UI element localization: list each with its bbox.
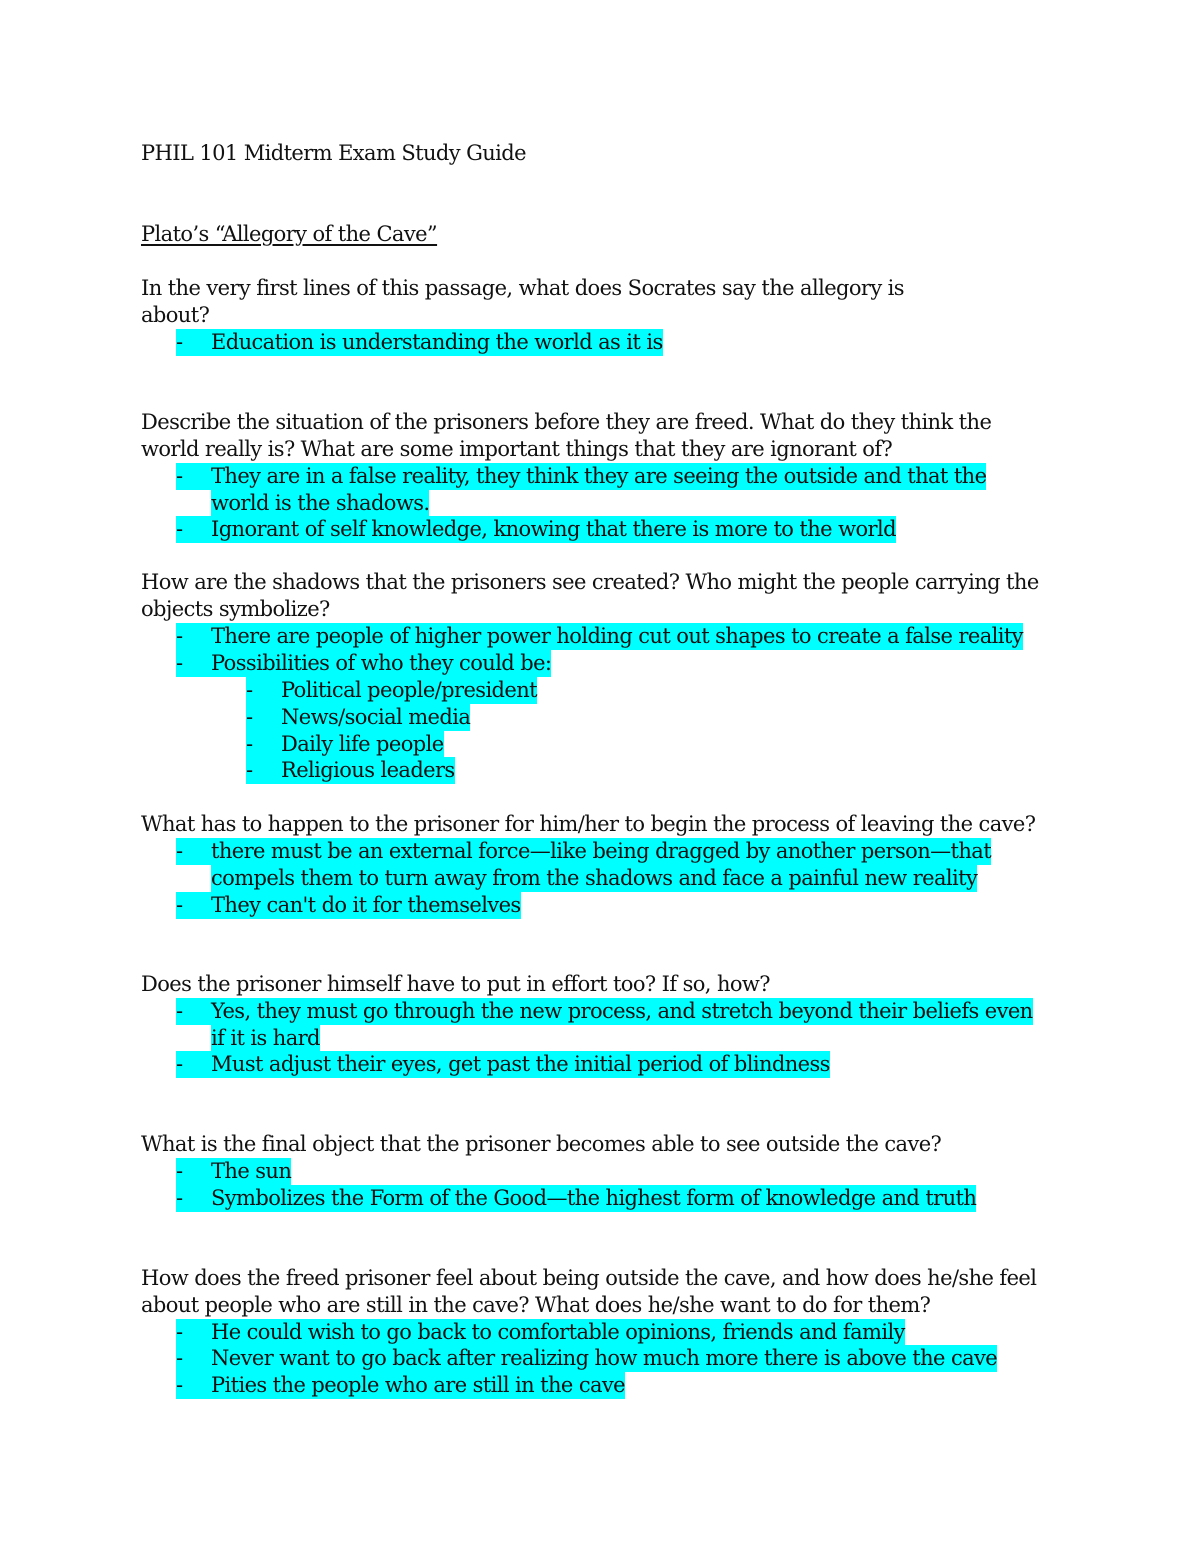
answer-text: Never want to go back after realizing how much more there is above the cave <box>211 1346 998 1370</box>
answer-text: Education is understanding the world as it is <box>211 330 663 354</box>
answer-2-2 <box>176 516 896 543</box>
bullet-dash: - <box>176 999 183 1023</box>
answer-4-1-line-1 <box>176 838 991 865</box>
bullet-dash: - <box>246 678 253 702</box>
answer-text: Pities the people who are still in the cave <box>211 1373 626 1397</box>
answer-text: Ignorant of self knowledge, knowing that there is more to the world <box>211 517 896 541</box>
question-4-line-1: What has to happen to the prisoner for him/her to begin the process of leaving the cave? <box>141 812 1036 836</box>
bullet-dash: - <box>246 705 253 729</box>
bullet-dash: - <box>176 330 183 354</box>
answer-text: Daily life people <box>281 732 444 756</box>
answer-5-2 <box>176 1051 830 1078</box>
answer-3-1 <box>176 623 1023 650</box>
question-6-line-1: What is the final object that the prisoner becomes able to see outside the cave? <box>141 1132 942 1156</box>
answer-1-1 <box>176 329 663 356</box>
answer-3-sub-4 <box>246 757 455 784</box>
answer-text: They can't do it for themselves <box>211 893 521 917</box>
answer-2-1-line-1 <box>176 463 986 490</box>
section-heading: Plato’s “Allegory of the Cave” <box>141 222 438 246</box>
bullet-dash: - <box>176 1159 183 1183</box>
question-5-line-1: Does the prisoner himself have to put in effort too? If so, how? <box>141 972 770 996</box>
bullet-dash: - <box>176 1373 183 1397</box>
question-1-line-1: In the very first lines of this passage, what does Socrates say the allegory is <box>141 276 904 300</box>
answer-text: Yes, they must go through the new process, and stretch beyond their beliefs even <box>211 999 1033 1023</box>
bullet-dash: - <box>176 1346 183 1370</box>
bullet-dash: - <box>176 464 183 488</box>
answer-text: Religious leaders <box>281 758 455 782</box>
bullet-dash: - <box>176 1052 183 1076</box>
answer-4-1-line-2: compels them to turn away from the shadows and face a painful new reality <box>211 866 978 890</box>
answer-text: There are people of higher power holding cut out shapes to create a false reality <box>211 624 1023 648</box>
answer-5-1-line-2: if it is hard <box>211 1026 320 1050</box>
answer-3-sub-1 <box>246 677 537 704</box>
bullet-dash: - <box>246 732 253 756</box>
question-7-line-1: How does the freed prisoner feel about being outside the cave, and how does he/she feel <box>141 1266 1037 1290</box>
answer-2-1-line-2: world is the shadows. <box>211 491 430 515</box>
answer-3-sub-2 <box>246 704 470 731</box>
bullet-dash: - <box>176 624 183 648</box>
question-1-line-2: about? <box>141 303 210 327</box>
question-7-line-2: about people who are still in the cave? What does he/she want to do for them? <box>141 1293 931 1317</box>
answer-7-2 <box>176 1345 997 1372</box>
answer-text: They are in a false reality, they think they are seeing the outside and that the <box>211 464 987 488</box>
answer-4-2 <box>176 892 521 919</box>
answer-6-2 <box>176 1185 976 1212</box>
bullet-dash: - <box>176 651 183 675</box>
bullet-dash: - <box>176 839 183 863</box>
answer-7-1 <box>176 1319 905 1346</box>
answer-3-2 <box>176 650 551 677</box>
question-2-line-2: world really is? What are some important things that they are ignorant of? <box>141 437 893 461</box>
answer-text: Political people/president <box>281 678 537 702</box>
answer-text: Must adjust their eyes, get past the initial period of blindness <box>211 1052 830 1076</box>
answer-text: Possibilities of who they could be: <box>211 651 552 675</box>
answer-7-3 <box>176 1372 625 1399</box>
bullet-dash: - <box>176 517 183 541</box>
answer-3-sub-3 <box>246 731 444 758</box>
answer-text: News/social media <box>281 705 471 729</box>
bullet-dash: - <box>176 1320 183 1344</box>
answer-5-1-line-1 <box>176 998 1033 1025</box>
answer-text: Symbolizes the Form of the Good—the highest form of knowledge and truth <box>211 1186 977 1210</box>
document-title: PHIL 101 Midterm Exam Study Guide <box>141 141 526 165</box>
question-3-line-1: How are the shadows that the prisoners see created? Who might the people carrying the <box>141 570 1039 594</box>
bullet-dash: - <box>246 758 253 782</box>
question-2-line-1: Describe the situation of the prisoners before they are freed. What do they think the <box>141 410 992 434</box>
bullet-dash: - <box>176 893 183 917</box>
bullet-dash: - <box>176 1186 183 1210</box>
answer-text: He could wish to go back to comfortable opinions, friends and family <box>211 1320 905 1344</box>
answer-6-1 <box>176 1158 291 1185</box>
question-3-line-2: objects symbolize? <box>141 597 330 621</box>
answer-text: there must be an external force—like being dragged by another person—that <box>211 839 992 863</box>
answer-text: The sun <box>211 1159 292 1183</box>
